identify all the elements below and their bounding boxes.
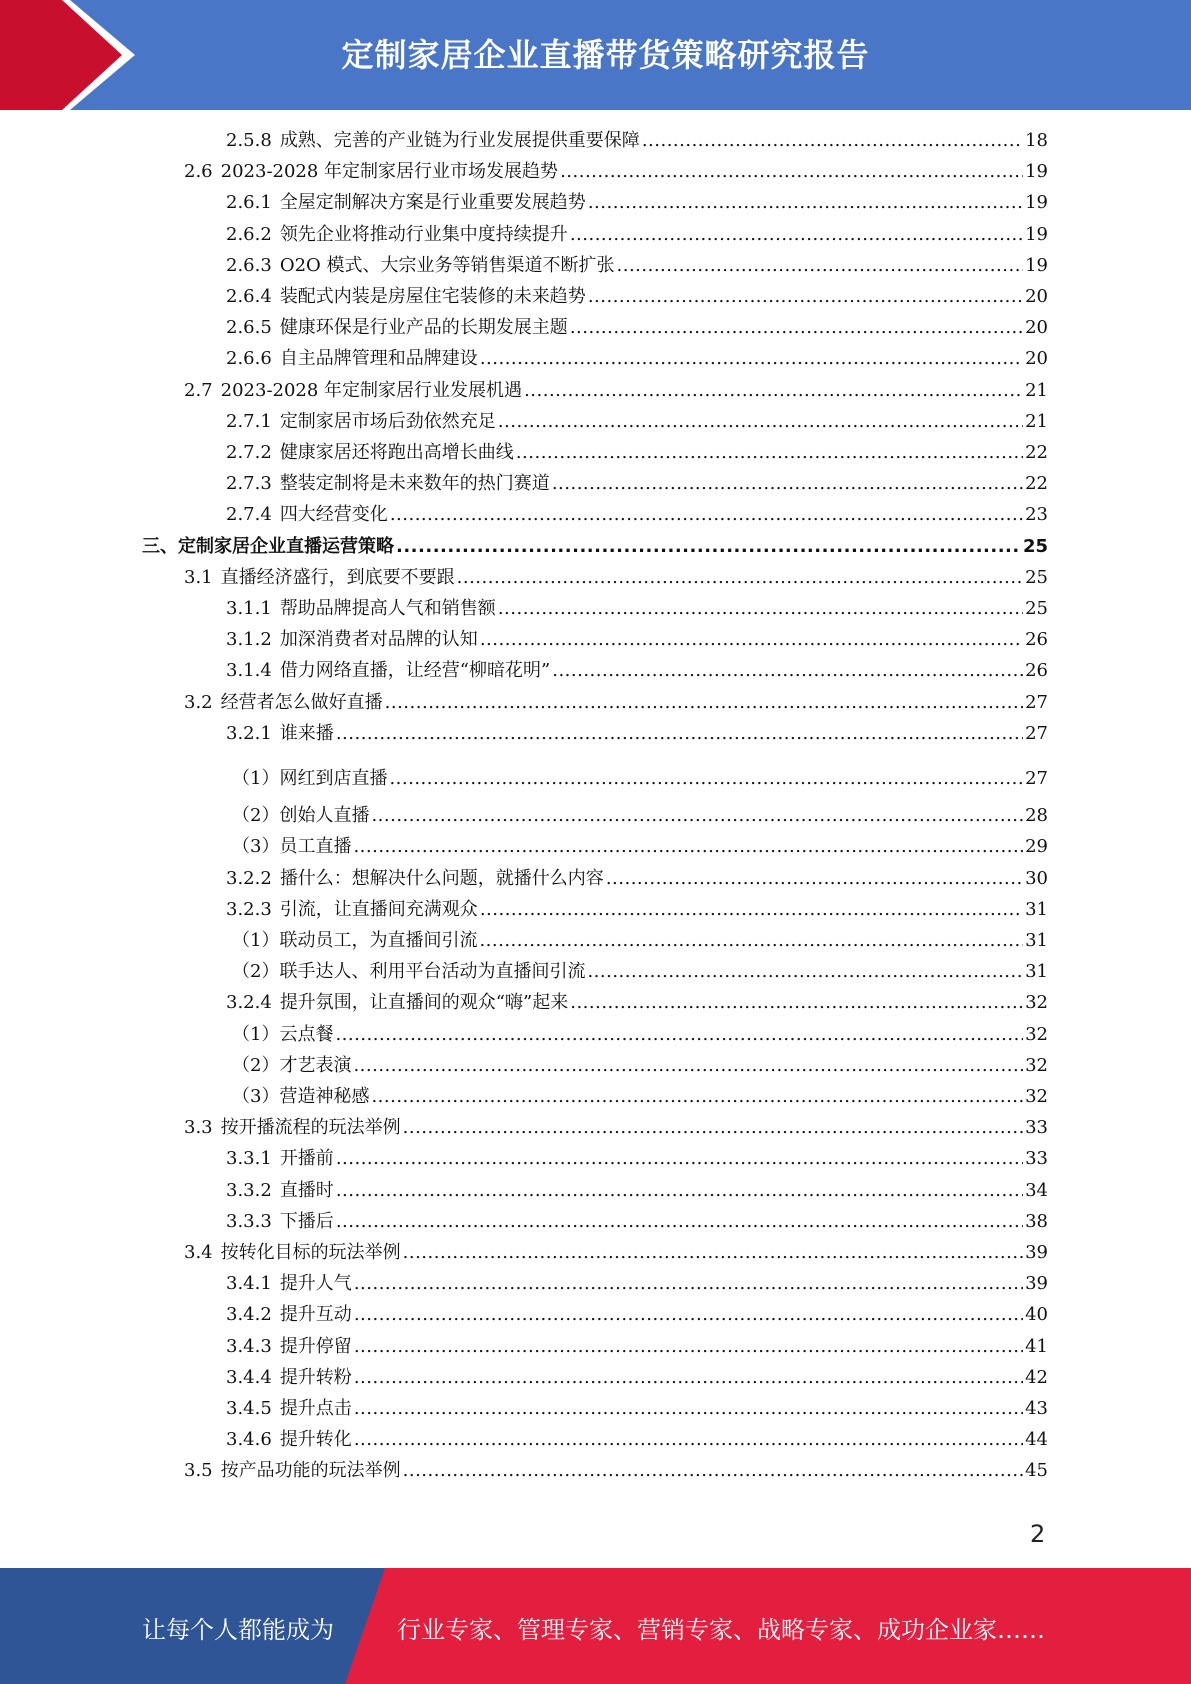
toc-entry-page: 34 — [1025, 1179, 1048, 1201]
toc-dot-leader — [524, 378, 1023, 404]
toc-entry-title: 经营者怎么做好直播 — [220, 691, 383, 713]
toc-entry[interactable] — [226, 1302, 1048, 1328]
toc-entry-title: 员工直播 — [279, 836, 352, 858]
toc-entry-number: （3） — [232, 1086, 280, 1107]
toc-entry-title: 按转化目标的玩法举例 — [220, 1242, 401, 1263]
toc-entry-number: 2.7 — [184, 379, 213, 401]
toc-entry-page: 19 — [1025, 223, 1048, 245]
toc-entry-number: 2.6.1 — [226, 192, 272, 214]
toc-entry-title: 领先企业将推动行业集中度持续提升 — [279, 223, 568, 245]
toc-entry-title: 2023-2028 年定制家居行业发展机遇 — [220, 379, 523, 401]
toc-entry-page: 27 — [1025, 722, 1048, 744]
toc-dot-leader — [385, 690, 1023, 716]
toc-entry-page: 32 — [1025, 1086, 1048, 1107]
toc-entry-number: 3.4.5 — [226, 1398, 272, 1419]
toc-entry[interactable] — [232, 766, 1048, 792]
toc-entry-number: 3.4.2 — [226, 1304, 272, 1326]
footer-slogan-right: 行业专家、管理专家、营销专家、战略专家、成功企业家…… — [397, 1616, 1045, 1644]
toc-entry-title: 播什么：想解决什么问题，就播什么内容 — [279, 867, 604, 889]
toc-entry-title: 四大经营变化 — [279, 504, 388, 526]
toc-dot-leader — [353, 1053, 1023, 1079]
toc-entry-title: 提升转化 — [279, 1429, 352, 1451]
toc-entry-title: 谁来播 — [279, 722, 334, 744]
toc-entry[interactable] — [226, 596, 1048, 622]
toc-entry-number: （2） — [232, 1054, 280, 1076]
toc-dot-leader — [390, 502, 1023, 528]
toc-entry-page: 25 — [1022, 535, 1048, 557]
toc-entry[interactable] — [226, 471, 1048, 497]
toc-dot-leader — [354, 1271, 1023, 1297]
toc-entry-page: 21 — [1025, 410, 1048, 432]
toc-entry-page: 20 — [1025, 348, 1048, 370]
toc-entry[interactable] — [226, 1427, 1048, 1453]
toc-entry-title: 定制家居企业直播运营策略 — [178, 535, 394, 557]
toc-entry[interactable] — [226, 409, 1048, 435]
toc-dot-leader — [552, 471, 1023, 497]
toc-dot-leader — [396, 534, 1021, 560]
toc-entry[interactable] — [226, 658, 1048, 684]
toc-entry[interactable] — [184, 1115, 1048, 1141]
toc-entry-title: 全屋定制解决方案是行业重要发展趋势 — [279, 192, 586, 214]
toc-entry-title: 营造神秘感 — [279, 1086, 370, 1107]
toc-entry-page: 19 — [1025, 254, 1048, 276]
toc-entry-number: 3.1.1 — [226, 598, 272, 619]
toc-dot-leader — [606, 866, 1023, 892]
toc-entry-number: 2.5.8 — [226, 130, 272, 151]
toc-entry-title: 加深消费者对品牌的认知 — [279, 629, 478, 651]
toc-entry-page: 32 — [1025, 1054, 1048, 1076]
toc-entry-page: 19 — [1025, 192, 1048, 214]
toc-entry-number: （1） — [232, 768, 280, 789]
toc-entry-number: （2） — [232, 961, 280, 983]
toc-entry-title: 成熟、完善的产业链为行业发展提供重要保障 — [279, 130, 640, 151]
toc-entry-number: 2.7.2 — [226, 442, 272, 463]
toc-entry-number: 3.2.2 — [226, 867, 272, 889]
page-number: 2 — [1030, 1520, 1046, 1548]
toc-entry-number: 3.3.3 — [226, 1210, 272, 1232]
toc-entry-page: 42 — [1025, 1366, 1048, 1388]
toc-entry-number: 2.6.3 — [226, 254, 272, 276]
page-footer — [0, 1568, 1191, 1684]
toc-dot-leader — [588, 284, 1023, 310]
toc-entry-page: 45 — [1025, 1460, 1048, 1482]
toc-entry-number: 3.2.1 — [226, 722, 272, 744]
toc-entry-page: 31 — [1025, 961, 1048, 983]
toc-entry-page: 27 — [1025, 691, 1048, 713]
toc-entry-page: 30 — [1025, 867, 1048, 889]
toc-entry-page: 23 — [1025, 504, 1048, 526]
toc-entry-title: 提升互动 — [279, 1304, 352, 1326]
toc-entry-page: 39 — [1025, 1273, 1048, 1295]
toc-entry-page: 22 — [1025, 473, 1048, 495]
toc-entry-title: 直播时 — [279, 1179, 334, 1201]
toc-entry-title: 自主品牌管理和品牌建设 — [279, 348, 478, 370]
toc-entry-number: 3.3 — [184, 1117, 213, 1139]
toc-entry[interactable] — [226, 721, 1048, 747]
toc-dot-leader — [570, 222, 1023, 248]
toc-entry-page: 25 — [1025, 566, 1048, 588]
toc-entry[interactable] — [232, 834, 1048, 860]
toc-dot-leader — [479, 928, 1023, 954]
toc-entry[interactable] — [226, 315, 1048, 341]
toc-entry-title: 提升转粉 — [279, 1366, 352, 1388]
toc-entry-page: 27 — [1025, 768, 1048, 789]
toc-entry-title: 提升停留 — [279, 1335, 352, 1357]
toc-entry-title: 健康环保是行业产品的长期发展主题 — [279, 317, 568, 339]
toc-dot-leader — [480, 346, 1023, 372]
toc-entry-page: 33 — [1025, 1117, 1048, 1139]
toc-dot-leader — [480, 897, 1023, 923]
toc-entry-title: 直播经济盛行，到底要不要跟 — [220, 566, 455, 588]
toc-entry-title: 提升点击 — [279, 1398, 352, 1419]
toc-entry-number: （1） — [232, 1023, 280, 1045]
toc-dot-leader — [354, 1302, 1023, 1328]
toc-entry-number: 3.1.4 — [226, 660, 272, 682]
toc-entry[interactable] — [226, 1365, 1048, 1391]
toc-dot-leader — [498, 596, 1023, 622]
toc-entry-page: 20 — [1025, 286, 1048, 307]
toc-dot-leader — [587, 959, 1023, 985]
toc-entry-page: 33 — [1025, 1148, 1048, 1170]
toc-dot-leader — [354, 1396, 1023, 1422]
toc-entry-page: 32 — [1025, 992, 1048, 1014]
toc-entry[interactable] — [226, 502, 1048, 528]
toc-entry[interactable] — [226, 1209, 1048, 1235]
toc-entry-number: 3.3.1 — [226, 1148, 272, 1170]
toc-entry-number: 3.4.4 — [226, 1366, 272, 1388]
toc-entry-page: 28 — [1025, 805, 1048, 827]
toc-entry-title: 2023-2028 年定制家居行业市场发展趋势 — [220, 161, 559, 183]
toc-entry-page: 41 — [1025, 1335, 1048, 1357]
toc-entry-number: 3.4 — [184, 1242, 213, 1263]
toc-entry-title: 定制家居市场后劲依然充足 — [279, 410, 496, 432]
toc-entry-number: 3.2 — [184, 691, 213, 713]
toc-dot-leader — [353, 834, 1023, 860]
toc-entry-title: 借力网络直播，让经营“柳暗花明” — [279, 660, 551, 682]
toc-entry-title: 装配式内装是房屋住宅装修的未来趋势 — [279, 286, 586, 307]
toc-entry-title: 才艺表演 — [279, 1054, 352, 1076]
toc-entry-number: （1） — [232, 930, 280, 951]
toc-entry-number: 2.7.1 — [226, 410, 272, 432]
toc-entry-number: （2） — [232, 805, 280, 827]
toc-entry[interactable] — [232, 928, 1048, 954]
toc-entry-title: 联手达人、利用平台活动为直播间引流 — [279, 961, 586, 983]
toc-entry[interactable] — [226, 440, 1048, 466]
toc-dot-leader — [354, 1334, 1023, 1360]
toc-entry-number: 3.1 — [184, 566, 213, 588]
toc-entry[interactable] — [184, 1240, 1048, 1266]
toc-entry-page: 38 — [1025, 1210, 1048, 1232]
page-header — [0, 0, 1191, 110]
toc-entry-title: 提升人气 — [279, 1273, 352, 1295]
toc-entry[interactable] — [184, 1458, 1048, 1484]
toc-dot-leader — [617, 253, 1024, 279]
toc-dot-leader — [516, 440, 1023, 466]
toc-entry-title: 云点餐 — [279, 1023, 334, 1045]
toc-entry[interactable] — [184, 565, 1048, 591]
toc-entry-number: 3.5 — [184, 1460, 213, 1482]
toc-entry[interactable] — [226, 1178, 1048, 1204]
toc-entry-number: （3） — [232, 836, 280, 858]
toc-entry-title: 开播前 — [279, 1148, 334, 1170]
toc-entry-title: 帮助品牌提高人气和销售额 — [279, 598, 496, 619]
toc-entry-number: 2.7.4 — [226, 504, 272, 526]
toc-entry[interactable] — [226, 128, 1048, 154]
toc-dot-leader — [480, 627, 1023, 653]
toc-entry-page: 44 — [1025, 1429, 1048, 1451]
toc-entry-number: 2.6 — [184, 161, 213, 183]
toc-entry-page: 32 — [1025, 1023, 1048, 1045]
toc-entry[interactable] — [226, 190, 1048, 216]
toc-dot-leader — [570, 315, 1023, 341]
toc-entry[interactable] — [184, 690, 1048, 716]
toc-entry-page: 43 — [1025, 1398, 1048, 1419]
toc-dot-leader — [389, 766, 1023, 792]
toc-entry-page: 22 — [1025, 442, 1048, 463]
toc-entry-number: 2.7.3 — [226, 473, 272, 495]
toc-dot-leader — [336, 721, 1023, 747]
toc-dot-leader — [336, 1209, 1023, 1235]
toc-entry-page: 26 — [1025, 660, 1048, 682]
toc-entry[interactable] — [184, 378, 1048, 404]
toc-dot-leader — [336, 1178, 1023, 1204]
toc-entry[interactable] — [226, 627, 1048, 653]
toc-entry[interactable] — [184, 159, 1048, 185]
toc-entry-number: 2.6.5 — [226, 317, 272, 339]
toc-dot-leader — [560, 159, 1023, 185]
toc-entry-number: 3.1.2 — [226, 629, 272, 651]
toc-entry-title: 健康家居还将跑出高增长曲线 — [279, 442, 514, 463]
footer-slogan-left: 让每个人都能成为 — [142, 1616, 334, 1644]
toc-dot-leader — [403, 1115, 1023, 1141]
toc-dot-leader — [354, 1365, 1023, 1391]
toc-entry-number: 3.2.3 — [226, 898, 272, 920]
toc-dot-leader — [498, 409, 1023, 435]
toc-entry[interactable] — [226, 253, 1048, 279]
toc-dot-leader — [457, 565, 1023, 591]
toc-entry-page: 26 — [1025, 629, 1048, 651]
toc-dot-leader — [552, 658, 1023, 684]
toc-entry[interactable] — [232, 803, 1048, 829]
toc-entry-number: 3.4.6 — [226, 1429, 272, 1451]
toc-entry-title: 提升氛围，让直播间的观众“嗨”起来 — [279, 992, 569, 1014]
toc-entry-title: 联动员工，为直播间引流 — [279, 930, 478, 951]
toc-dot-leader — [403, 1458, 1023, 1484]
toc-entry[interactable] — [226, 1334, 1048, 1360]
toc-entry-title: O2O 模式、大宗业务等销售渠道不断扩张 — [279, 254, 615, 276]
toc-entry-page: 25 — [1025, 598, 1048, 619]
toc-dot-leader — [371, 1084, 1023, 1110]
toc-entry-page: 40 — [1025, 1304, 1048, 1326]
toc-dot-leader — [354, 1427, 1023, 1453]
toc-entry[interactable] — [232, 1022, 1048, 1048]
toc-entry-title: 创始人直播 — [279, 805, 370, 827]
toc-entry[interactable] — [232, 1053, 1048, 1079]
toc-entry-page: 21 — [1025, 379, 1048, 401]
toc-entry-page: 31 — [1025, 898, 1048, 920]
toc-entry-number: 2.6.6 — [226, 348, 272, 370]
toc-entry[interactable] — [226, 222, 1048, 248]
toc-entry[interactable] — [232, 959, 1048, 985]
toc-dot-leader — [403, 1240, 1023, 1266]
toc-entry-number: 3.3.2 — [226, 1179, 272, 1201]
toc-entry-title: 引流，让直播间充满观众 — [279, 898, 478, 920]
toc-entry-page: 39 — [1025, 1242, 1048, 1263]
toc-entry-title: 按开播流程的玩法举例 — [220, 1117, 401, 1139]
toc-entry[interactable] — [142, 534, 1048, 560]
toc-entry-number: 3.4.3 — [226, 1335, 272, 1357]
toc-entry-page: 18 — [1025, 130, 1048, 151]
toc-entry[interactable] — [226, 897, 1048, 923]
toc-entry[interactable] — [226, 346, 1048, 372]
toc-dot-leader — [335, 1022, 1023, 1048]
toc-entry-number: 3.2.4 — [226, 992, 272, 1014]
toc-entry[interactable] — [226, 1396, 1048, 1422]
toc-entry-page: 20 — [1025, 317, 1048, 339]
toc-entry[interactable] — [226, 990, 1048, 1016]
toc-dot-leader — [336, 1146, 1023, 1172]
toc-entry[interactable] — [226, 284, 1048, 310]
toc-entry-title: 下播后 — [279, 1210, 334, 1232]
toc-entry-title: 整装定制将是未来数年的热门赛道 — [279, 473, 550, 495]
report-title: 定制家居企业直播带货策略研究报告 — [341, 36, 870, 74]
toc-entry[interactable] — [226, 1146, 1048, 1172]
toc-dot-leader — [642, 128, 1023, 154]
toc-entry-page: 19 — [1025, 161, 1048, 183]
toc-entry-page: 29 — [1025, 836, 1048, 858]
toc-entry[interactable] — [226, 1271, 1048, 1297]
toc-dot-leader — [588, 190, 1023, 216]
toc-entry-number: 3.4.1 — [226, 1273, 272, 1295]
toc-entry-title: 网红到店直播 — [279, 768, 388, 789]
toc-entry-title: 按产品功能的玩法举例 — [220, 1460, 401, 1482]
toc-entry-number: 2.6.4 — [226, 286, 272, 307]
toc-dot-leader — [371, 803, 1023, 829]
toc-entry-number: 三、 — [142, 535, 178, 557]
toc-dot-leader — [570, 990, 1023, 1016]
toc-entry-page: 31 — [1025, 930, 1048, 951]
toc-entry[interactable] — [226, 866, 1048, 892]
toc-entry-number: 2.6.2 — [226, 223, 272, 245]
toc-entry[interactable] — [232, 1084, 1048, 1110]
